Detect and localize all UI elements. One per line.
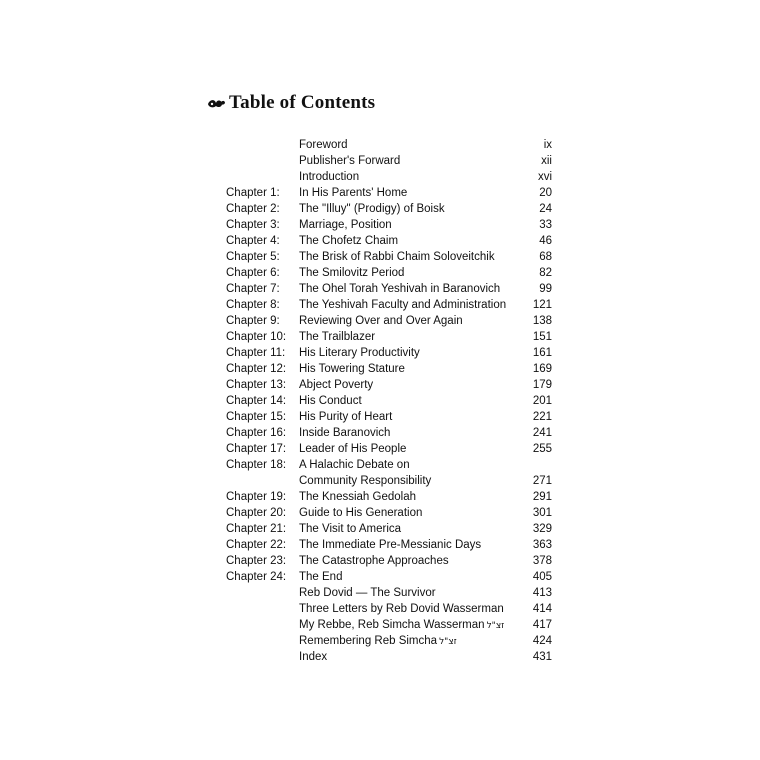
chapter-number: Chapter 17: bbox=[226, 443, 287, 455]
page-number: 431 bbox=[532, 651, 552, 663]
chapter-title bbox=[299, 601, 508, 617]
chapter-title bbox=[299, 441, 508, 457]
chapter-title bbox=[299, 553, 508, 569]
page-number: 82 bbox=[539, 267, 552, 279]
chapter-title bbox=[299, 457, 508, 473]
toc-entry bbox=[226, 457, 552, 473]
page-number: 221 bbox=[532, 411, 552, 423]
chapter-number: Chapter 12: bbox=[226, 363, 287, 375]
toc-entry bbox=[226, 201, 552, 217]
hebrew-honorific: זצ"ל bbox=[439, 637, 457, 647]
chapter-title-text: The End bbox=[299, 571, 343, 583]
chapter-title-text: The Chofetz Chaim bbox=[299, 235, 399, 247]
chapter-title-text: The Ohel Torah Yeshivah in Baranovich bbox=[299, 283, 501, 295]
chapter-title bbox=[299, 377, 508, 393]
chapter-number: Chapter 5: bbox=[226, 251, 280, 263]
chapter-number: Chapter 13: bbox=[226, 379, 287, 391]
chapter-title bbox=[299, 409, 508, 425]
chapter-title-text: Three Letters by Reb Dovid Wasserman bbox=[299, 603, 504, 615]
chapter-title-text: The "Illuy" (Prodigy) of Boisk bbox=[299, 203, 445, 215]
chapter-number: Chapter 14: bbox=[226, 395, 287, 407]
page-number: 241 bbox=[532, 427, 552, 439]
chapter-title-text: Introduction bbox=[299, 171, 360, 183]
chapter-title bbox=[299, 473, 508, 489]
page-number: 255 bbox=[532, 443, 552, 455]
chapter-title-text: The Visit to America bbox=[299, 523, 402, 535]
toc-entry bbox=[226, 441, 552, 457]
chapter-title-text: The Knessiah Gedolah bbox=[299, 491, 416, 503]
chapter-title-text: His Towering Stature bbox=[299, 363, 405, 375]
chapter-number: Chapter 23: bbox=[226, 555, 287, 567]
chapter-title bbox=[299, 393, 508, 409]
toc-entry bbox=[226, 585, 552, 601]
toc-entry bbox=[226, 393, 552, 409]
chapter-title-text: His Literary Productivity bbox=[299, 347, 420, 359]
page-number: 291 bbox=[532, 491, 552, 503]
chapter-title bbox=[299, 137, 508, 153]
toc-entry bbox=[226, 409, 552, 425]
chapter-title bbox=[299, 649, 508, 665]
page-number: 405 bbox=[532, 571, 552, 583]
chapter-title bbox=[299, 217, 508, 233]
toc-entry bbox=[226, 569, 552, 585]
chapter-title-text: The Catastrophe Approaches bbox=[299, 555, 449, 567]
page-number: ix bbox=[543, 139, 552, 151]
chapter-title-text: Guide to His Generation bbox=[299, 507, 423, 519]
page-number: 33 bbox=[539, 219, 552, 231]
page-number: 301 bbox=[532, 507, 552, 519]
chapter-title bbox=[299, 169, 508, 185]
chapter-number: Chapter 1: bbox=[226, 187, 280, 199]
chapter-title bbox=[299, 425, 508, 441]
toc-entry bbox=[226, 249, 552, 265]
chapter-title-text: Reviewing Over and Over Again bbox=[299, 315, 463, 327]
chapter-title bbox=[299, 281, 508, 297]
chapter-title bbox=[299, 505, 508, 521]
toc-entry bbox=[226, 329, 552, 345]
chapter-title-text: In His Parents' Home bbox=[299, 187, 408, 199]
chapter-title-text: Foreword bbox=[299, 139, 348, 151]
chapter-title-text: His Conduct bbox=[299, 395, 362, 407]
chapter-title bbox=[299, 489, 508, 505]
page-number: 151 bbox=[532, 331, 552, 343]
chapter-number: Chapter 2: bbox=[226, 203, 280, 215]
page-number: 138 bbox=[532, 315, 552, 327]
toc-entry bbox=[226, 377, 552, 393]
chapter-number: Chapter 18: bbox=[226, 459, 287, 471]
toc-entry bbox=[226, 473, 552, 489]
toc-entry bbox=[226, 521, 552, 537]
chapter-title-text: Community Responsibility bbox=[299, 475, 432, 487]
chapter-number: Chapter 21: bbox=[226, 523, 287, 535]
chapter-number: Chapter 24: bbox=[226, 571, 287, 583]
chapter-number: Chapter 19: bbox=[226, 491, 287, 503]
page-number: xvi bbox=[537, 171, 552, 183]
chapter-title-text: The Brisk of Rabbi Chaim Soloveitchik bbox=[299, 251, 495, 263]
chapter-title bbox=[299, 201, 508, 217]
page-number: 68 bbox=[539, 251, 552, 263]
toc-entry bbox=[226, 617, 552, 633]
page-number: 46 bbox=[539, 235, 552, 247]
toc-entry bbox=[226, 137, 552, 153]
chapter-title bbox=[299, 249, 508, 265]
toc-entry bbox=[226, 425, 552, 441]
chapter-title bbox=[299, 537, 508, 553]
chapter-title-text: The Smilovitz Period bbox=[299, 267, 405, 279]
page-number: 121 bbox=[532, 299, 552, 311]
chapter-title-text: My Rebbe, Reb Simcha Wasserman bbox=[299, 619, 485, 631]
chapter-title bbox=[299, 329, 508, 345]
chapter-number: Chapter 22: bbox=[226, 539, 287, 551]
page-number: xii bbox=[541, 155, 552, 167]
page-number: 414 bbox=[532, 603, 552, 615]
chapter-title-text: Publisher's Forward bbox=[299, 155, 401, 167]
chapter-title bbox=[299, 265, 508, 281]
chapter-title bbox=[299, 297, 508, 313]
chapter-number: Chapter 15: bbox=[226, 411, 287, 423]
page-number: 24 bbox=[539, 203, 552, 215]
chapter-number: Chapter 8: bbox=[226, 299, 280, 311]
chapter-number: Chapter 7: bbox=[226, 283, 280, 295]
chapter-title bbox=[299, 569, 508, 585]
toc-entry bbox=[226, 217, 552, 233]
chapter-number: Chapter 9: bbox=[226, 315, 280, 327]
page-number: 413 bbox=[532, 587, 552, 599]
toc-entry bbox=[226, 345, 552, 361]
toc-entry bbox=[226, 265, 552, 281]
chapter-title bbox=[299, 361, 508, 377]
chapter-number: Chapter 10: bbox=[226, 331, 287, 343]
chapter-title-text: Reb Dovid — The Survivor bbox=[299, 587, 436, 599]
chapter-title-text: Remembering Reb Simcha bbox=[299, 635, 438, 647]
chapter-number: Chapter 16: bbox=[226, 427, 287, 439]
page-number: 271 bbox=[532, 475, 552, 487]
chapter-title-text: The Yeshivah Faculty and Administration bbox=[299, 299, 507, 311]
toc-entry bbox=[226, 553, 552, 569]
chapter-title-text: A Halachic Debate on bbox=[299, 459, 410, 471]
toc-entry bbox=[226, 281, 552, 297]
chapter-title-text: The Trailblazer bbox=[299, 331, 376, 343]
toc-entry bbox=[226, 537, 552, 553]
chapter-title-text: His Purity of Heart bbox=[299, 411, 393, 423]
page-number: 161 bbox=[532, 347, 552, 359]
toc-heading bbox=[206, 92, 375, 114]
chapter-number: Chapter 4: bbox=[226, 235, 280, 247]
toc-entry bbox=[226, 297, 552, 313]
page-number: 20 bbox=[539, 187, 552, 199]
page-number: 417 bbox=[532, 619, 552, 631]
page-number: 424 bbox=[532, 635, 552, 647]
chapter-title bbox=[299, 633, 508, 650]
chapter-title bbox=[299, 617, 508, 634]
chapter-title bbox=[299, 585, 508, 601]
chapter-title-text: Index bbox=[299, 651, 328, 663]
toc-entry bbox=[226, 313, 552, 329]
page-number: 201 bbox=[532, 395, 552, 407]
toc-entry bbox=[226, 185, 552, 201]
chapter-number: Chapter 3: bbox=[226, 219, 280, 231]
toc-entry bbox=[226, 153, 552, 169]
chapter-title bbox=[299, 153, 508, 169]
page-number: 99 bbox=[539, 283, 552, 295]
chapter-title-text: Abject Poverty bbox=[299, 379, 374, 391]
toc-entry bbox=[226, 233, 552, 249]
toc-entry bbox=[226, 489, 552, 505]
chapter-title-text: Leader of His People bbox=[299, 443, 407, 455]
chapter-number: Chapter 6: bbox=[226, 267, 280, 279]
hebrew-honorific: זצ"ל bbox=[486, 621, 505, 631]
toc-entry bbox=[226, 361, 552, 377]
chapter-title bbox=[299, 521, 508, 537]
page-number: 363 bbox=[532, 539, 552, 551]
toc-entry bbox=[226, 169, 552, 185]
chapter-title bbox=[299, 185, 508, 201]
page-number: 179 bbox=[532, 379, 552, 391]
toc-entry bbox=[226, 601, 552, 617]
chapter-number: Chapter 20: bbox=[226, 507, 287, 519]
chapter-title bbox=[299, 345, 508, 361]
toc-entry bbox=[226, 633, 552, 649]
chapter-title bbox=[299, 313, 508, 329]
chapter-title-text: Marriage, Position bbox=[299, 219, 392, 231]
chapter-title bbox=[299, 233, 508, 249]
toc-entry bbox=[226, 649, 552, 665]
toc-entry bbox=[226, 505, 552, 521]
chapter-title-text: The Immediate Pre-Messianic Days bbox=[299, 539, 482, 551]
page-number: 169 bbox=[532, 363, 552, 375]
fleuron-icon bbox=[206, 95, 226, 111]
chapter-number: Chapter 11: bbox=[226, 347, 286, 359]
page-title: Table of Contents bbox=[229, 92, 376, 113]
table-of-contents bbox=[226, 137, 552, 665]
page-number: 378 bbox=[532, 555, 552, 567]
page-number: 329 bbox=[532, 523, 552, 535]
chapter-title-text: Inside Baranovich bbox=[299, 427, 391, 439]
